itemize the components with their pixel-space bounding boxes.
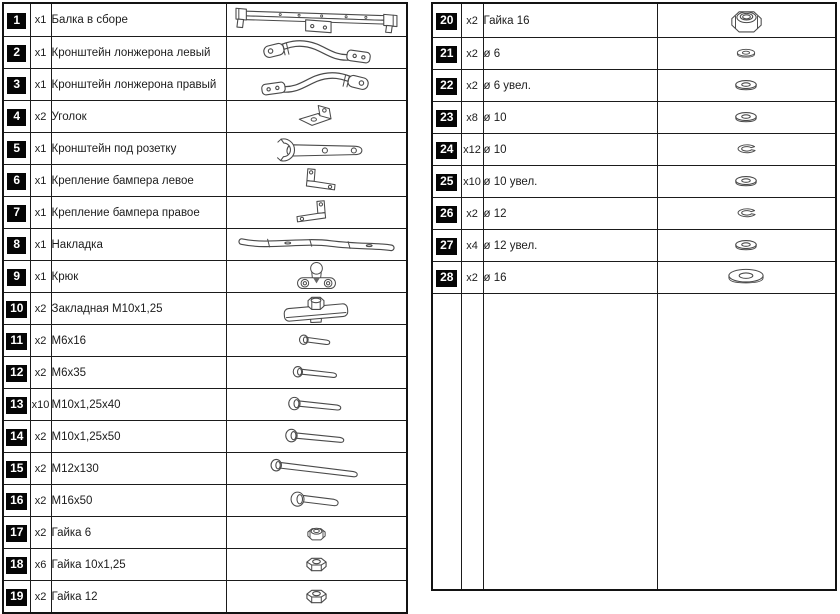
table-row: [3, 517, 407, 549]
table-row: [432, 102, 836, 134]
part-number-cell: [3, 37, 30, 69]
part-number-cell: [3, 261, 30, 293]
part-number-cell: [432, 198, 461, 230]
part-quantity: x2: [30, 357, 51, 389]
part-illustration-cell: [657, 70, 836, 102]
part-number-cell: [432, 3, 461, 38]
table-row: [432, 262, 836, 294]
part-quantity: x1: [30, 261, 51, 293]
part-label: Кронштейн лонжерона левый: [51, 37, 226, 69]
spring-washer-icon: [734, 142, 758, 156]
part-number-badge: 19: [6, 589, 27, 606]
part-label: ø 12 увел.: [483, 230, 657, 262]
part-illustration-cell: [226, 37, 407, 69]
part-label: ø 12: [483, 198, 657, 230]
part-label: M12x130: [51, 453, 226, 485]
part-quantity: x2: [461, 38, 483, 70]
bolt-m10x40-icon: [285, 395, 347, 414]
part-illustration-cell: [226, 517, 407, 549]
right-table-region: [431, 2, 837, 591]
part-number-badge: 2: [7, 45, 26, 62]
part-quantity: x2: [30, 517, 51, 549]
table-row: [3, 581, 407, 614]
hex-nut-icon: [304, 585, 329, 608]
part-quantity: x10: [461, 166, 483, 198]
part-number-badge: 11: [6, 333, 27, 350]
part-quantity: x10: [30, 389, 51, 421]
longeron-bracket-right-icon: [257, 70, 375, 99]
part-label: ø 16: [483, 262, 657, 294]
part-number-badge: 13: [6, 397, 27, 414]
part-number-cell: [432, 166, 461, 198]
part-number-cell: [3, 389, 30, 421]
table-row: [3, 101, 407, 133]
part-number-badge: 4: [7, 109, 26, 126]
hex-nut-icon: [304, 553, 329, 576]
part-label: M6x35: [51, 357, 226, 389]
part-number-cell: [3, 133, 30, 165]
beam-assembly-icon: [231, 4, 401, 36]
part-quantity: x6: [30, 549, 51, 581]
bumper-mount-left-icon: [290, 166, 342, 195]
part-number-badge: 12: [6, 365, 27, 382]
part-label: ø 6: [483, 38, 657, 70]
part-quantity: x1: [30, 197, 51, 229]
tow-ball-icon: [293, 261, 340, 292]
part-quantity: x2: [461, 262, 483, 294]
part-illustration-cell: [226, 453, 407, 485]
table-row: [432, 70, 836, 102]
part-illustration-cell: [226, 421, 407, 453]
part-number-cell: [3, 549, 30, 581]
part-number-badge: 9: [7, 269, 26, 286]
table-row: [3, 3, 407, 37]
part-quantity: x2: [30, 421, 51, 453]
bolt-m6x16-icon: [296, 333, 336, 348]
part-illustration-cell: [226, 357, 407, 389]
part-number-cell: [3, 517, 30, 549]
table-row: [432, 198, 836, 230]
part-number-cell: [3, 325, 30, 357]
part-number-badge: 6: [7, 173, 26, 190]
table-row: [3, 357, 407, 389]
left-table-region: [2, 2, 408, 614]
part-label: M6x16: [51, 325, 226, 357]
table-row: [3, 485, 407, 517]
part-number-badge: 15: [6, 461, 27, 478]
socket-bracket-icon: [264, 135, 369, 163]
part-number-cell: [432, 38, 461, 70]
washer-medium-icon: [732, 111, 760, 124]
part-quantity: x2: [30, 101, 51, 133]
bolt-m12x130-icon: [268, 457, 364, 480]
table-row: [3, 197, 407, 229]
part-number-cell: [3, 485, 30, 517]
part-illustration-cell: [657, 198, 836, 230]
part-illustration-cell: [657, 3, 836, 38]
part-number-badge: 21: [436, 46, 457, 63]
part-number-badge: 16: [6, 493, 27, 510]
part-number-cell: [432, 102, 461, 134]
bolt-m6x35-icon: [290, 364, 342, 381]
part-label: ø 10: [483, 134, 657, 166]
longeron-bracket-left-icon: [257, 38, 375, 67]
part-illustration-cell: [226, 165, 407, 197]
part-number-cell: [3, 357, 30, 389]
part-label: Гайка 6: [51, 517, 226, 549]
part-label: Крепление бампера левое: [51, 165, 226, 197]
part-quantity: x1: [30, 3, 51, 37]
part-quantity: x2: [30, 581, 51, 614]
washer-large-icon: [725, 268, 767, 286]
bolt-m10x50-icon: [282, 427, 350, 446]
empty-row: [432, 294, 836, 591]
empty-cell: [483, 294, 657, 591]
bolt-m16x50-icon: [287, 489, 345, 513]
table-row: [3, 261, 407, 293]
part-number-cell: [3, 453, 30, 485]
part-label: ø 6 увел.: [483, 70, 657, 102]
part-number-badge: 27: [436, 238, 457, 255]
table-row: [3, 37, 407, 69]
lock-nut-small-icon: [305, 523, 328, 542]
part-quantity: x2: [30, 325, 51, 357]
part-quantity: x12: [461, 134, 483, 166]
table-row: [3, 165, 407, 197]
part-quantity: x4: [461, 230, 483, 262]
table-row: [432, 134, 836, 166]
part-number-badge: 23: [436, 110, 457, 127]
part-label: Гайка 16: [483, 3, 657, 38]
part-number-cell: [3, 421, 30, 453]
part-quantity: x1: [30, 69, 51, 101]
part-number-cell: [3, 229, 30, 261]
table-row: [3, 549, 407, 581]
part-illustration-cell: [226, 69, 407, 101]
part-number-badge: 7: [7, 205, 26, 222]
part-number-cell: [3, 3, 30, 37]
part-label: Закладная M10x1,25: [51, 293, 226, 325]
table-row: [3, 293, 407, 325]
part-number-badge: 14: [6, 429, 27, 446]
part-illustration-cell: [226, 389, 407, 421]
table-row: [432, 230, 836, 262]
part-quantity: x2: [30, 485, 51, 517]
part-number-cell: [3, 101, 30, 133]
part-illustration-cell: [226, 293, 407, 325]
part-number-badge: 25: [436, 174, 457, 191]
part-number-cell: [432, 262, 461, 294]
table-row: [3, 325, 407, 357]
part-illustration-cell: [657, 102, 836, 134]
part-illustration-cell: [226, 101, 407, 133]
part-label: Гайка 10x1,25: [51, 549, 226, 581]
part-illustration-cell: [226, 3, 407, 37]
part-illustration-cell: [226, 325, 407, 357]
part-label: ø 10: [483, 102, 657, 134]
part-quantity: x2: [461, 3, 483, 38]
part-quantity: x1: [30, 229, 51, 261]
washer-medium-icon: [732, 239, 760, 252]
part-quantity: x2: [461, 198, 483, 230]
part-number-badge: 26: [436, 206, 457, 223]
part-label: Гайка 12: [51, 581, 226, 614]
empty-cell: [461, 294, 483, 591]
empty-cell: [657, 294, 836, 591]
part-label: Накладка: [51, 229, 226, 261]
part-illustration-cell: [226, 261, 407, 293]
part-number-badge: 28: [436, 270, 457, 287]
table-row: [3, 453, 407, 485]
washer-medium-icon: [732, 79, 760, 92]
table-row: [432, 3, 836, 38]
part-illustration-cell: [226, 197, 407, 229]
parts-table-right: [431, 2, 837, 591]
part-label: Кронштейн лонжерона правый: [51, 69, 226, 101]
part-quantity: x8: [461, 102, 483, 134]
lock-nut-large-icon: [728, 4, 765, 37]
part-number-cell: [432, 70, 461, 102]
part-illustration-cell: [657, 230, 836, 262]
embedded-plate-icon: [278, 295, 354, 323]
part-number-cell: [432, 134, 461, 166]
part-quantity: x1: [30, 133, 51, 165]
part-illustration-cell: [657, 134, 836, 166]
part-label: M16x50: [51, 485, 226, 517]
part-number-badge: 10: [6, 301, 27, 318]
table-row: [432, 166, 836, 198]
part-illustration-cell: [226, 133, 407, 165]
part-label: Крепление бампера правое: [51, 197, 226, 229]
cover-strip-icon: [234, 233, 399, 256]
part-number-badge: 17: [6, 525, 27, 542]
table-row: [3, 133, 407, 165]
parts-table-left: [2, 2, 408, 614]
part-label: Крюк: [51, 261, 226, 293]
part-number-cell: [432, 230, 461, 262]
part-number-cell: [3, 197, 30, 229]
bumper-mount-right-icon: [290, 198, 342, 227]
part-number-badge: 3: [7, 77, 26, 94]
table-row: [3, 421, 407, 453]
part-number-badge: 1: [7, 13, 26, 30]
part-number-cell: [3, 69, 30, 101]
table-row: [3, 69, 407, 101]
angle-bracket-icon: [290, 102, 342, 132]
part-quantity: x2: [30, 453, 51, 485]
part-label: M10x1,25x50: [51, 421, 226, 453]
part-number-badge: 8: [7, 237, 26, 254]
part-number-cell: [3, 293, 30, 325]
table-row: [3, 229, 407, 261]
part-label: Балка в сборе: [51, 3, 226, 37]
part-quantity: x1: [30, 165, 51, 197]
empty-cell: [432, 294, 461, 591]
part-quantity: x1: [30, 37, 51, 69]
part-number-badge: 5: [7, 141, 26, 158]
part-label: Кронштейн под розетку: [51, 133, 226, 165]
washer-medium-icon: [732, 175, 760, 188]
part-number-badge: 24: [436, 142, 457, 159]
part-quantity: x2: [461, 70, 483, 102]
part-illustration-cell: [657, 38, 836, 70]
spring-washer-icon: [734, 206, 758, 220]
part-illustration-cell: [226, 581, 407, 614]
part-number-badge: 22: [436, 78, 457, 95]
part-illustration-cell: [657, 262, 836, 294]
part-number-badge: 20: [436, 13, 457, 30]
part-illustration-cell: [226, 485, 407, 517]
table-row: [3, 389, 407, 421]
part-label: Уголок: [51, 101, 226, 133]
part-label: M10x1,25x40: [51, 389, 226, 421]
part-number-cell: [3, 165, 30, 197]
part-quantity: x2: [30, 293, 51, 325]
part-label: ø 10 увел.: [483, 166, 657, 198]
part-illustration-cell: [657, 166, 836, 198]
part-illustration-cell: [226, 549, 407, 581]
washer-small-icon: [734, 48, 758, 59]
table-row: [432, 38, 836, 70]
part-number-cell: [3, 581, 30, 614]
part-illustration-cell: [226, 229, 407, 261]
part-number-badge: 18: [6, 557, 27, 574]
